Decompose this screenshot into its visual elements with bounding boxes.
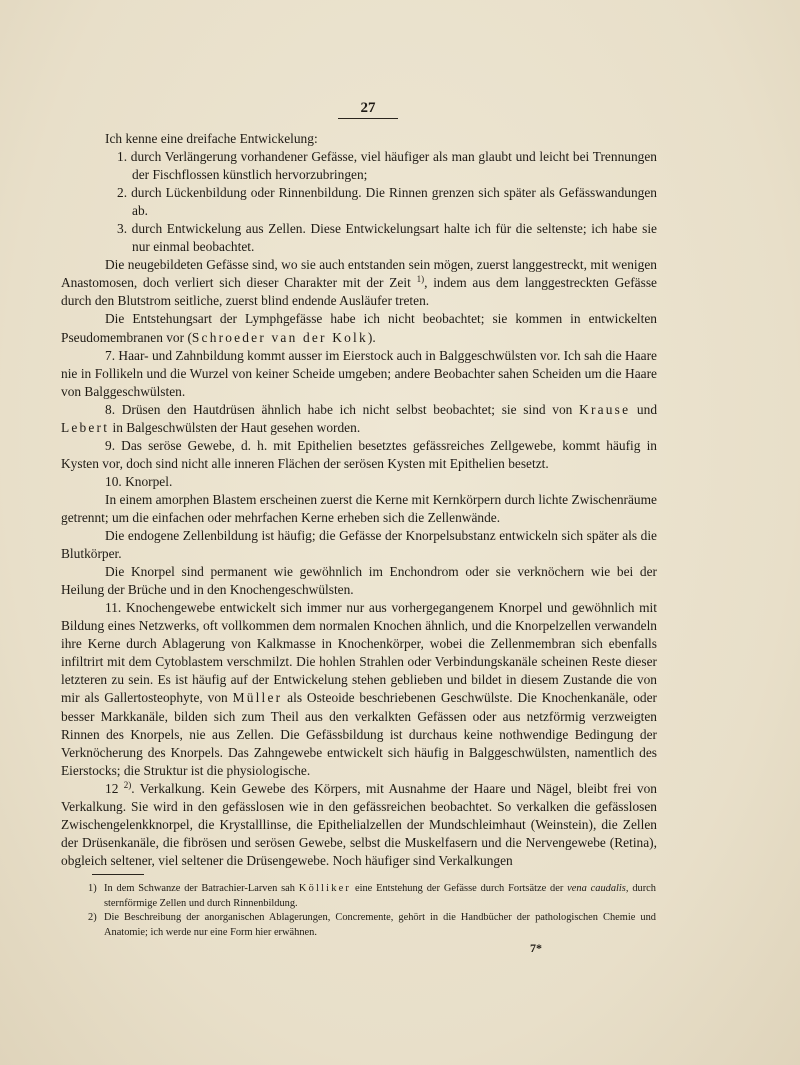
text-span: In dem Schwanze der Batrachier-Larven sah [104, 883, 295, 894]
text-span: Die neugebildeten Gefässe sind, wo sie auch entstanden sein mögen, zuerst langgestreckt, mit wenigen Anastomosen, doch verliert sich dieser Charakter mit der Zeit [61, 257, 657, 291]
paragraph: Die Knorpel sind permanent wie gewöhnlich im Enchondrom oder sie verknöchern wie bei der Heilung der Brüche und in den Knochengeschwülsten. [61, 564, 657, 598]
page-number: 27 [338, 100, 398, 119]
text-span: in Balgeschwülsten der Haut gesehen worden. [112, 419, 361, 435]
text-span: 11. Knochengewebe entwickelt sich immer nur aus vorhergegangenem Knorpel und gewöhnlich mit Bildung eines Netzwerks, oft vollkommen dem normalen Knochen ähnlich, und die Knorpelzellen verwandeln ihre Kerne durch Ablagerung von Kalkmasse in Knochenkörper, wobei die Zellenmembran sich ebenfalls infiltrirt mit dem Cytoblastem verschmilzt. Die hohlen Strahlen oder Verbindungskanäle scheinen Reste dieser letzteren zu sein. Es ist häufig auf der Entwickelung stehen geblieben und bildet in diesem Zustande die von mir als Gallertosteophyte, von [61, 600, 657, 706]
paragraph [61, 599, 657, 779]
footnote-rule [92, 874, 144, 875]
paragraph: Die endogene Zellenbildung ist häufig; die Gefässe der Knorpelsubstanz entwickeln sich später als die Blutkörper. [61, 528, 657, 562]
text-span: als Osteoide beschriebenen Geschwülste. Die Knochenkanäle, oder besser Markkanäle, bilden sich zum Theil aus den verkalkten Gefässen oder aus netzförmig verzweigten Rinnen des Knorpels, nie aus Zellen. Die Gefässbildung ist durchaus keine nothwendige Bedingung der Verknöcherung des Knorpels. Das Zahngewebe entwickelt sich häufig in Balggeschwülsten, namentlich des Eierstocks; die Struktur ist die physiologische. [61, 690, 658, 778]
text-span: , indem aus dem langgestreckten Gefässe durch den Blutstrom seitliche, zuerst blind endende Ausläufer treten. [61, 275, 657, 309]
text-span: 12 [105, 780, 119, 796]
list-item: 2. durch Lückenbildung oder Rinnenbildung. Die Rinnen grenzen sich später als Gefässwandungen ab. [117, 185, 657, 219]
body-text [61, 130, 657, 870]
section-heading: 10. Knorpel. [105, 473, 173, 489]
text-span: eine Entstehung der Gefässe durch Fortsätze der [354, 883, 564, 894]
paragraph: 7. Haar- und Zahnbildung kommt ausser im Eierstock auch in Balggeschwülsten vor. Ich sah die Haare nie in Follikeln und die Wurzel von keiner Scheide umgeben; andere Beobachter sahen Scheiden um die Haare von Balggeschwülsten. [61, 347, 657, 399]
footnote-ref: 1) [416, 274, 425, 285]
list-item: 1. durch Verlängerung vorhandener Gefässe, viel häufiger als man glaubt und leicht bei Trennungen der Fischflossen künstlich hervorzubringen; [117, 149, 657, 183]
author-name: Müller [232, 690, 283, 706]
footnote-number: 2) [88, 912, 97, 924]
author-name: Krause [579, 401, 631, 417]
text-span: . Verkalkung. Kein Gewebe des Körpers, mit Ausnahme der Haare und Nägel, bleibt frei von Verkalkung. Sie wird in den gefässlosen wie in den gefässreichen beobachtet. So verkalken die gefässlosen Zwischengelenkknorpel, die Krystalllinse, die Epithelialzellen der Mundschleimhaut (Weinstein), die Zellen der Drüsenkanäle, die fibrösen und serösen Gewebe, selbst die Muskelfasern und die Nervengewebe (Retina), obgleich seltener, viel seltener die Drüsengewebe. Noch häufiger sind Verkalkungen [61, 780, 657, 868]
list-item: 3. durch Entwickelung aus Zellen. Diese Entwickelungsart halte ich für die seltenste; ich habe sie nur einmal beobachtet. [117, 221, 657, 255]
signature-mark: 7* [530, 941, 542, 955]
paragraph [61, 401, 657, 437]
text-span: Die Beschreibung der anorganischen Ablagerungen, Concremente, gehört in die Handbücher der pathologischen Chemie und Anatomie; ich werde nur eine Form hier erwähnen. [104, 912, 656, 938]
text-span: ). [367, 329, 376, 345]
paragraph [61, 310, 657, 346]
author-name: Lebert [61, 419, 110, 435]
text-span: durch sternförmige Zellen und durch Rinnenbildung. [104, 883, 656, 909]
italic-term: vena caudalis, [567, 883, 629, 894]
text-span: Die Entstehungsart der Lymphgefässe habe ich nicht beobachtet; sie kommen in entwickelten Pseudomembranen vor ( [61, 311, 657, 345]
text-span: und [636, 401, 658, 417]
paragraph [61, 256, 657, 310]
footnote-number: 1) [88, 883, 97, 894]
footnotes [88, 882, 656, 940]
paragraph: Ich kenne eine dreifache Entwickelung: [105, 131, 318, 146]
paragraph [61, 780, 657, 870]
author-name: Schroeder van der Kolk [191, 329, 368, 345]
author-name: Kölliker [298, 883, 352, 894]
paragraph: 9. Das seröse Gewebe, d. h. mit Epithelien besetztes gefässreiches Zellgewebe, kommt häufig in Kysten vor, doch sind nicht alle inneren Flächen der serösen Kysten mit Epithelien besetzt. [61, 437, 657, 471]
footnote-ref: 2) [123, 779, 132, 790]
footnote [88, 911, 656, 940]
text-span: 8. Drüsen den Hautdrüsen ähnlich habe ich nicht selbst beobachtet; sie sind von [105, 401, 573, 417]
footnote [88, 882, 656, 911]
paragraph: In einem amorphen Blastem erscheinen zuerst die Kerne mit Kernkörpern durch lichte Zwischenräume getrennt; um die einfachen oder mehrfachen Kerne erheben sich die Zellenwände. [61, 491, 657, 525]
